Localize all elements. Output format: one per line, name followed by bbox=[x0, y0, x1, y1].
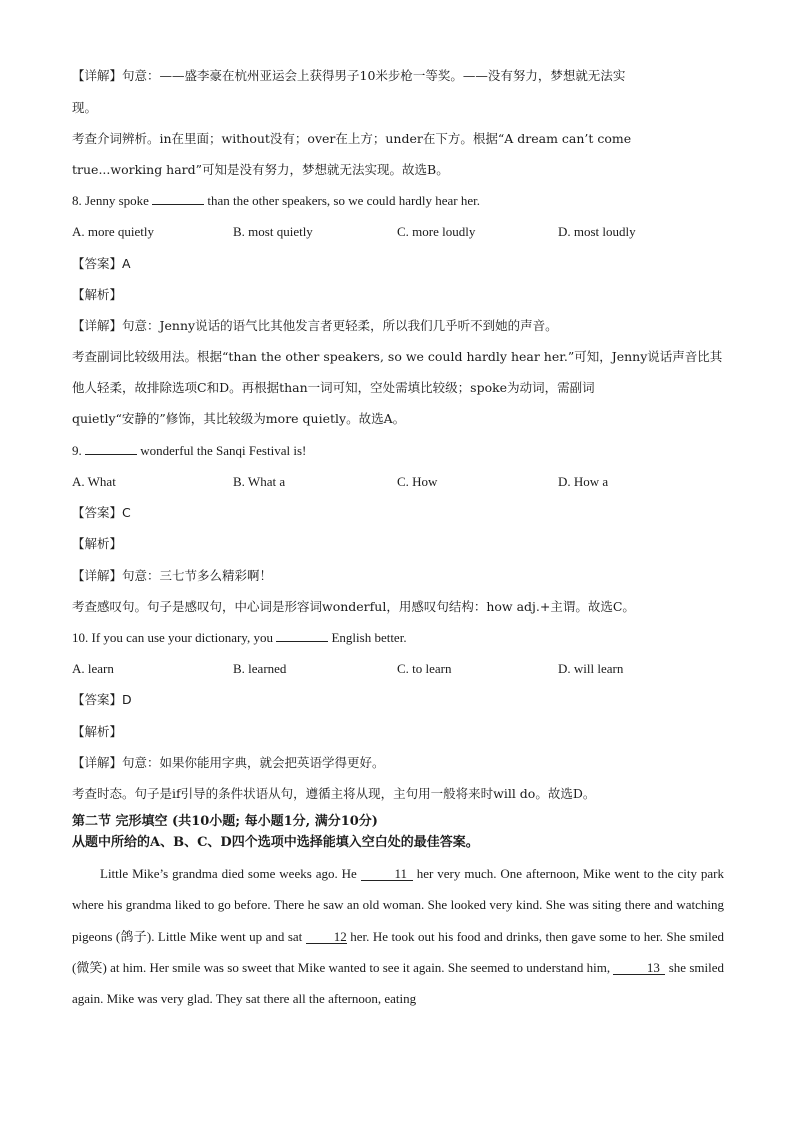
passage-text-4: she smiled again. Mike was very glad. They sat there all the afternoon, eating bbox=[72, 959, 725, 1007]
q10-stem-before: 10. If you can use your dictionary, you bbox=[72, 630, 273, 645]
q9-option-b[interactable]: B. What a bbox=[233, 474, 286, 489]
q10-option-a[interactable]: A. learn bbox=[72, 661, 114, 676]
q10-stem bbox=[72, 630, 407, 646]
q8-stem-after: than the other speakers, so we could hardly hear her. bbox=[207, 193, 480, 208]
q10-analysis-label: 【解析】 bbox=[72, 724, 123, 739]
q9-answer: 【答案】C bbox=[72, 505, 131, 520]
q10-stem-after: English better. bbox=[331, 630, 407, 645]
q10-option-d[interactable]: D. will learn bbox=[558, 661, 624, 676]
q8-answer: 【答案】A bbox=[72, 256, 131, 271]
q7-detail-line2: 现。 bbox=[72, 100, 98, 115]
passage-text-1: Little Mike’s grandma died some weeks ago. He bbox=[100, 866, 357, 881]
q8-stem bbox=[72, 193, 480, 209]
cloze-blank-13[interactable]: 13 bbox=[613, 961, 665, 975]
q8-blank[interactable] bbox=[152, 204, 204, 205]
q10-option-c[interactable]: C. to learn bbox=[397, 661, 452, 676]
q7-analysis-line2: true...working hard”可知是没有努力，梦想就无法实现。故选B。 bbox=[72, 162, 449, 177]
q9-detail: 【详解】句意：三七节多么精彩啊！ bbox=[72, 568, 273, 583]
q8-detail: 【详解】句意：Jenny说话的语气比其他发言者更轻柔，所以我们几乎听不到她的声音。 bbox=[72, 318, 558, 333]
q8-explain-line1: 考查副词比较级用法。根据“than the other speakers, so we could hardly hear her.”可知，Jenny说话声音比其 bbox=[72, 349, 723, 364]
section-instruction: 从题中所给的A、B、C、D四个选项中选择能填入空白处的最佳答案。 bbox=[72, 835, 479, 850]
q7-detail-line1: 【详解】句意：——盛李豪在杭州亚运会上获得男子10米步枪一等奖。——没有努力，梦想就无法实 bbox=[72, 68, 626, 83]
q10-blank[interactable] bbox=[276, 641, 328, 642]
q10-explain: 考查时态。句子是if引导的条件状语从句，遵循主将从现，主句用一般将来时will do。故选D。 bbox=[72, 786, 596, 801]
q9-stem-after: wonderful the Sanqi Festival is! bbox=[140, 443, 307, 458]
q9-option-d[interactable]: D. How a bbox=[558, 474, 609, 489]
q8-analysis-label: 【解析】 bbox=[72, 287, 123, 302]
q8-explain-line3: quietly“安静的”修饰，其比较级为more quietly。故选A。 bbox=[72, 411, 406, 426]
cloze-passage bbox=[72, 858, 724, 1014]
cloze-blank-11[interactable]: 11 bbox=[361, 867, 413, 881]
q8-explain-line2: 他人轻柔，故排除选项C和D。再根据than一词可知，空处需填比较级；spoke为动词，需副词 bbox=[72, 380, 595, 395]
passage-text-2: her very much. One afternoon, Mike went to the city park where his grandma liked to go before. There he saw an old woman. She looked very kind. She was siting there and watching pigeons (鸽子). Little Mike went up and sat bbox=[72, 866, 725, 944]
q10-detail: 【详解】句意：如果你能用字典，就会把英语学得更好。 bbox=[72, 755, 385, 770]
q8-option-c[interactable]: C. more loudly bbox=[397, 224, 476, 239]
q10-option-b[interactable]: B. learned bbox=[233, 661, 287, 676]
q7-analysis-line1: 考查介词辨析。in在里面；without没有；over在上方；under在下方。根据“A dream can’t come bbox=[72, 131, 632, 146]
passage-text-3: her. He took out his food and drinks, then gave some to her. She smiled (微笑) at him. Her smile was so sweet that Mike wanted to see it again. She seemed to understand him, bbox=[72, 928, 725, 975]
q8-option-b[interactable]: B. most quietly bbox=[233, 224, 313, 239]
cloze-blank-12[interactable]: 12 bbox=[306, 930, 347, 944]
q8-option-d[interactable]: D. most loudly bbox=[558, 224, 636, 239]
q9-analysis-label: 【解析】 bbox=[72, 536, 123, 551]
q8-option-a[interactable]: A. more quietly bbox=[72, 224, 154, 239]
q9-option-c[interactable]: C. How bbox=[397, 474, 438, 489]
section-title: 第二节 完形填空 (共10小题; 每小题1分, 满分10分) bbox=[72, 814, 378, 829]
q9-blank[interactable] bbox=[85, 454, 137, 455]
q10-answer: 【答案】D bbox=[72, 692, 132, 707]
q9-option-a[interactable]: A. What bbox=[72, 474, 116, 489]
q9-stem-before: 9. bbox=[72, 443, 82, 458]
q8-stem-before: 8. Jenny spoke bbox=[72, 193, 149, 208]
q9-explain: 考查感叹句。句子是感叹句，中心词是形容词wonderful，用感叹句结构：how adj.+主谓。故选C。 bbox=[72, 599, 635, 614]
q9-stem bbox=[72, 443, 306, 459]
